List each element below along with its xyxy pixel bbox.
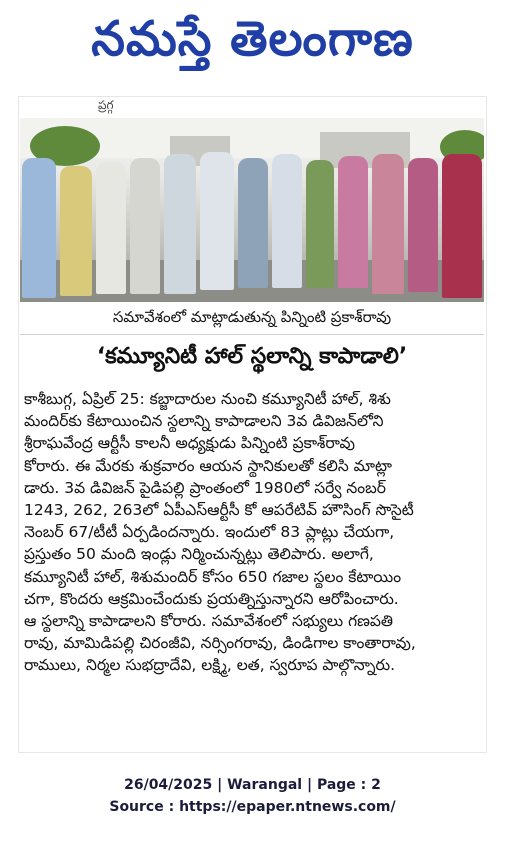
body-line: శ్రీరాఘవేంద్ర ఆర్టీసీ కాలనీ అధ్యక్షుడు పిన్నింటి ప్రకాశ్‌రావు bbox=[24, 434, 355, 453]
body-line: కోరారు. ఈ మేరకు శుక్రవారం ఆయన స్థానికులతో కలిసి మాట్లా bbox=[24, 456, 392, 475]
body-line: రాములు, నిర్మల సుభద్రాదేవి, లక్ష్మి, లత, స్వరూప పాల్గొన్నారు. bbox=[24, 656, 396, 675]
body-line: ప్రస్తుతం 50 మంది ఇండ్లు నిర్మించున్నట్లు తెలిపారు. అలాగే, bbox=[24, 545, 374, 564]
body-line: మందిర్‌కు కేటాయించిన స్థలాన్ని కాపాడాలని 3వ డివిజన్‌లోని bbox=[24, 412, 384, 431]
body-line: డారు. 3వ డివిజన్ పైడిపల్లి ప్రాంతంలో 1980లో సర్వే నంబర్ bbox=[24, 478, 386, 497]
footer-meta: 26/04/2025 | Warangal | Page : 2 bbox=[124, 777, 381, 793]
news-photo bbox=[20, 118, 484, 302]
article-body bbox=[24, 388, 480, 677]
body-line: నెంబర్ 67/టీటీ ఏర్పడిందన్నారు. ఇందులో 83 ప్లాట్లు చేయగా, bbox=[24, 523, 395, 542]
body-line: కమ్యూనిటీ హాల్, శిశుమందిర్ కోసం 650 గజాల స్థలం కేటాయిం bbox=[24, 567, 402, 586]
body-line: చగా, కొందరు ఆక్రమించేందుకు ప్రయత్నిస్తున్నారని ఆరోపించారు. bbox=[24, 589, 399, 608]
article-headline: ‘కమ్యూనిటీ హాల్ స్థలాన్ని కాపాడాలి’ bbox=[96, 344, 408, 369]
body-line: 1243, 262, 263లో ఏపీఎస్ఆర్టీసీ కో ఆపరేటివ్ హౌసింగ్ సొసైటీ bbox=[24, 501, 414, 520]
masthead-logo bbox=[30, 6, 475, 84]
body-line: ఆ స్థలాన్ని కాపాడాలని కోరారు. సమావేశంలో సభ్యులు గణపతి bbox=[24, 612, 394, 631]
partial-headline: ప్రగ్గ bbox=[98, 98, 114, 112]
photo-caption: సమావేశంలో మాట్లాడుతున్న పిన్నింటి ప్రకాశ్‌రావు bbox=[20, 304, 484, 335]
body-line: రావు, మామిడిపల్లి చిరంజీవి, నర్సింగరావు, డిండిగాల కాంతారావు, bbox=[24, 634, 416, 653]
footer-source-link[interactable]: Source : https://epaper.ntnews.com/ bbox=[109, 799, 396, 815]
footer bbox=[0, 774, 505, 818]
body-line: కాశీబుగ్గ, ఏప్రిల్ 25: కబ్జాదారుల నుంచి కమ్యూనిటీ హాల్, శిశు bbox=[24, 390, 391, 408]
masthead-title: నమస్తే తెలంగాణ bbox=[91, 11, 414, 67]
